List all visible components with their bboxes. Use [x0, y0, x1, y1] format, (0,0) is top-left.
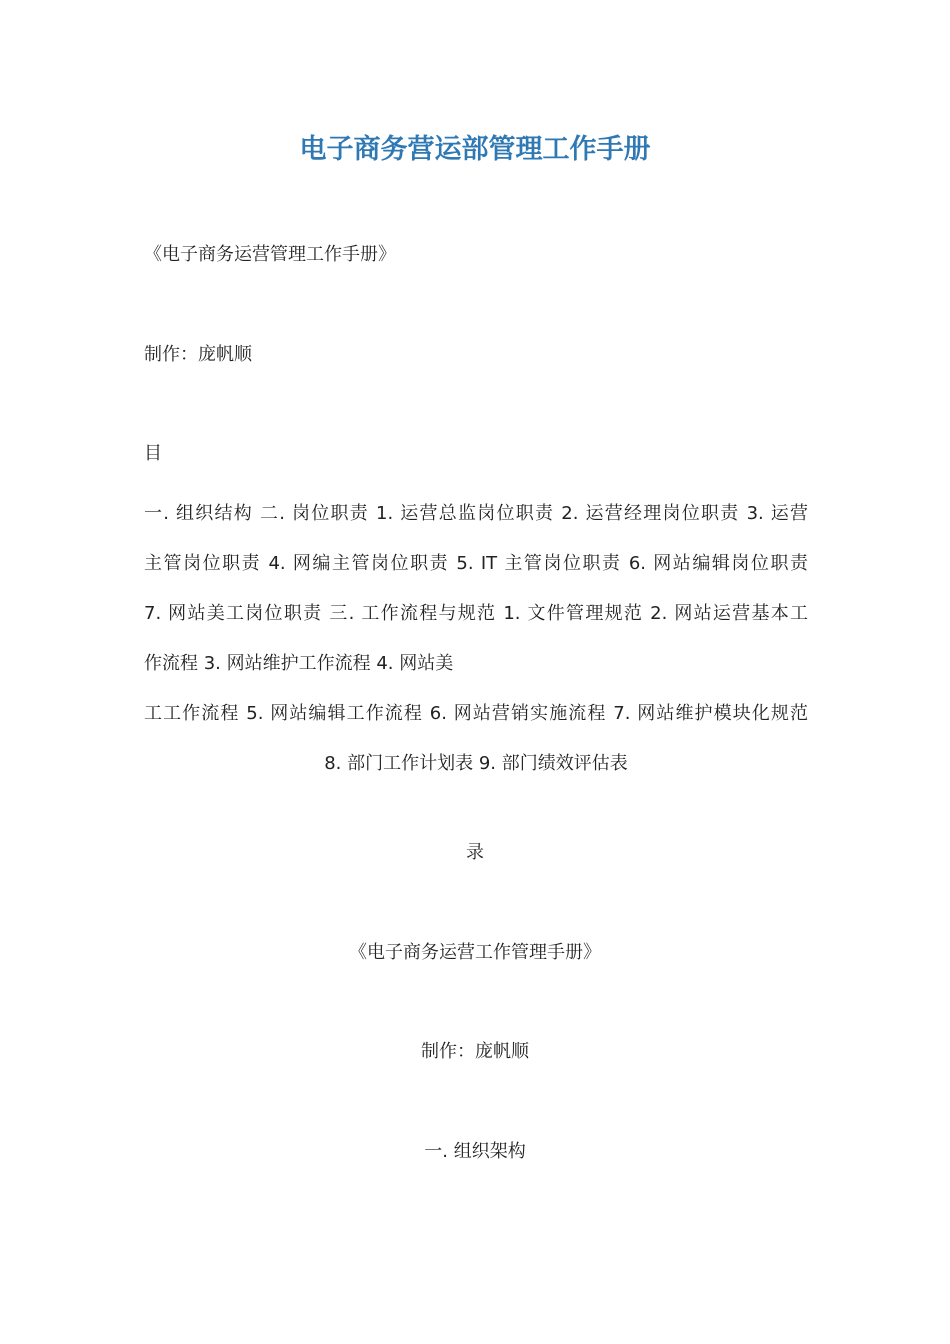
- subtitle-manual-name: 《电子商务运营管理工作手册》: [144, 244, 396, 265]
- table-of-contents: [144, 489, 808, 789]
- author-line-2: 制作：庞帆顺: [421, 1041, 529, 1062]
- toc-heading-mu: 目: [144, 443, 162, 464]
- subtitle-manual-name-2: 《电子商务运营工作管理手册》: [349, 942, 601, 963]
- toc-line: 主管岗位职责 4. 网编主管岗位职责 5. IT 主管岗位职责 6. 网站编辑岗位职责: [144, 553, 808, 574]
- document-title: 电子商务营运部管理工作手册: [299, 134, 651, 165]
- toc-line: 8. 部门工作计划表 9. 部门绩效评估表: [324, 753, 628, 774]
- toc-line: 7. 网站美工岗位职责 三. 工作流程与规范 1. 文件管理规范 2. 网站运营基本工: [144, 603, 808, 624]
- toc-line: 工工作流程 5. 网站编辑工作流程 6. 网站营销实施流程 7. 网站维护模块化规范: [144, 703, 808, 724]
- author-line: 制作：庞帆顺: [144, 344, 252, 365]
- toc-line: 一. 组织结构 二. 岗位职责 1. 运营总监岗位职责 2. 运营经理岗位职责 3. 运营: [144, 503, 808, 524]
- section-heading-org-structure: 一. 组织架构: [424, 1141, 526, 1162]
- toc-heading-lu: 录: [466, 842, 484, 863]
- toc-line: 作流程 3. 网站维护工作流程 4. 网站美: [144, 653, 454, 674]
